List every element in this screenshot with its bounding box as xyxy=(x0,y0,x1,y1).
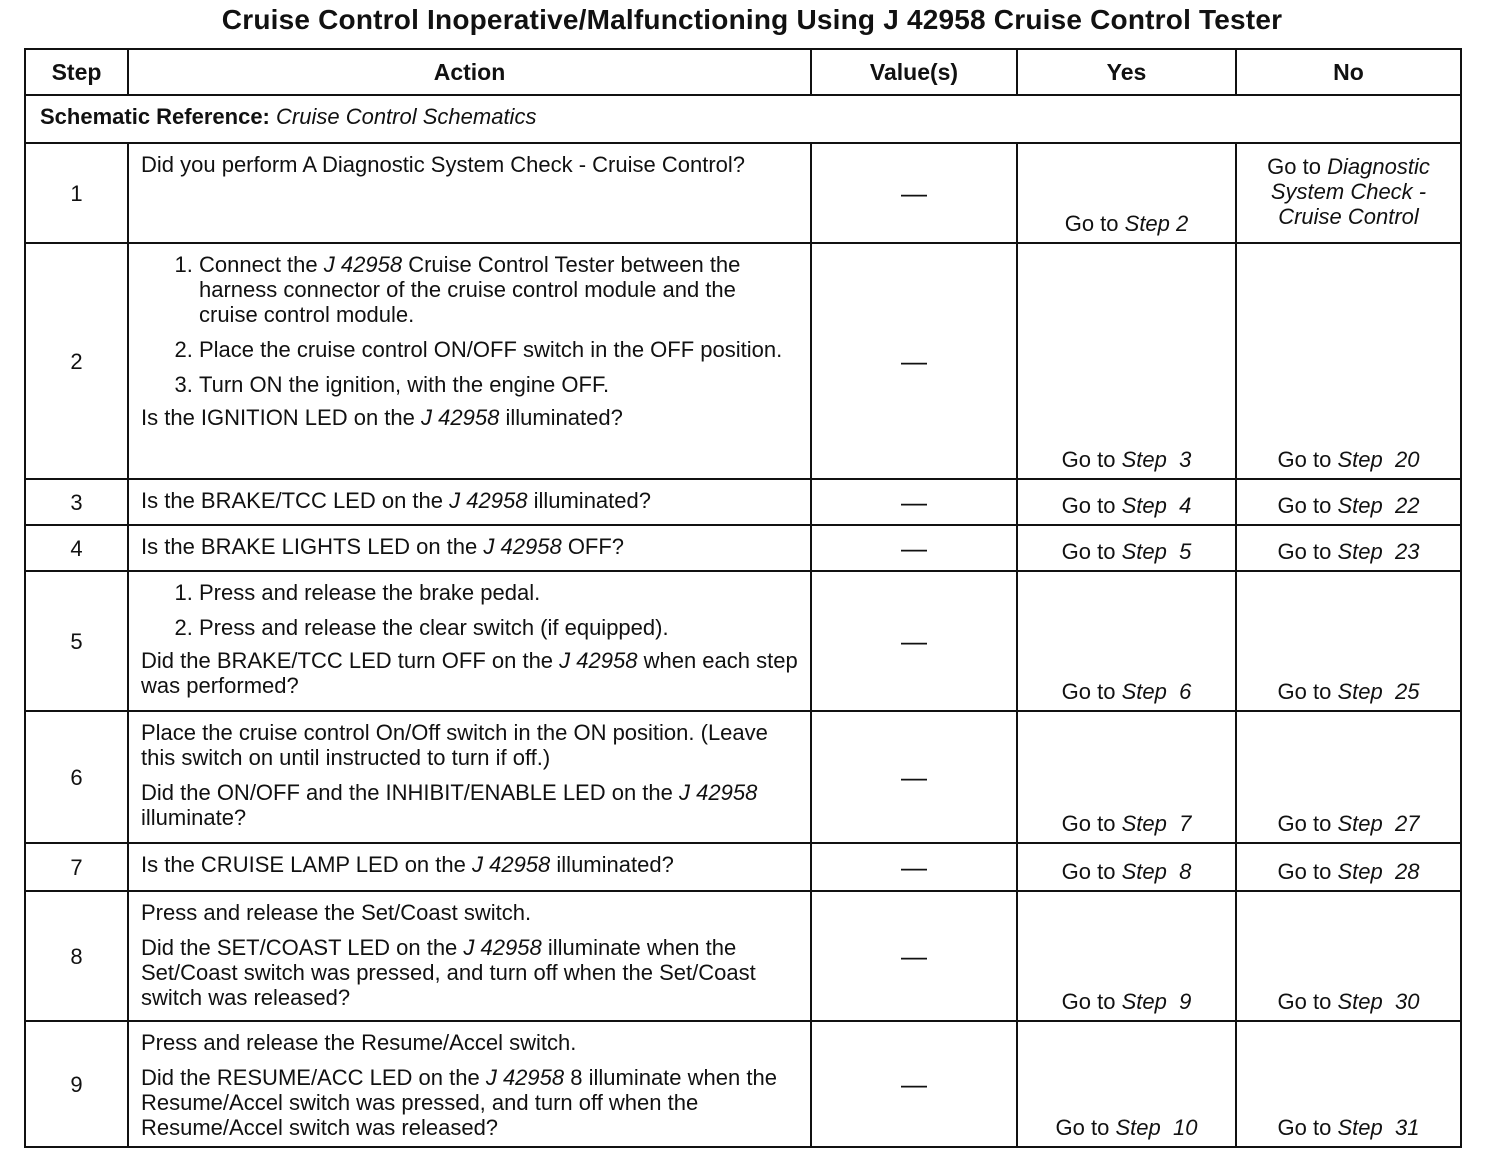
table-row xyxy=(25,1021,1461,1147)
step-link[interactable]: Step 30 xyxy=(1337,989,1420,1014)
schematic-link[interactable]: Cruise Control Schematics xyxy=(276,104,537,129)
procedure-list xyxy=(141,252,800,397)
table-row xyxy=(25,891,1461,1021)
value-cell: — xyxy=(811,891,1017,1021)
instruction-text: Press and release the Set/Coast switch. xyxy=(141,900,532,925)
instruction-text: Press and release the Resume/Accel switch. xyxy=(141,1030,577,1055)
header-yes: Yes xyxy=(1017,49,1236,95)
step-link[interactable]: Step 23 xyxy=(1337,539,1420,564)
value-cell: — xyxy=(811,243,1017,479)
value-cell: — xyxy=(811,479,1017,525)
value-cell: — xyxy=(811,143,1017,243)
step-link[interactable]: Step 4 xyxy=(1121,493,1192,518)
header-values: Value(s) xyxy=(811,49,1017,95)
yes-cell[interactable]: Go to Step 8 xyxy=(1017,843,1236,891)
goto-text: Go to xyxy=(1267,154,1321,179)
yes-cell[interactable] xyxy=(1017,143,1236,243)
table-row xyxy=(25,571,1461,711)
schematic-row xyxy=(25,95,1461,143)
yes-cell[interactable]: Go to Step 3 xyxy=(1017,243,1236,479)
action-cell xyxy=(128,711,811,843)
step-link[interactable]: Step 22 xyxy=(1337,493,1420,518)
instruction-text: Place the cruise control On/Off switch in the ON position. (Leave this switch on until instructed to turn if off.) xyxy=(141,720,768,770)
no-cell[interactable]: Go to Step 28 xyxy=(1236,843,1461,891)
no-cell[interactable]: Go to Step 20 xyxy=(1236,243,1461,479)
step-link[interactable]: Step 25 xyxy=(1337,679,1420,704)
value-cell: — xyxy=(811,571,1017,711)
step-link[interactable]: Step 27 xyxy=(1337,811,1420,836)
question-text: Did you perform A Diagnostic System Check - Cruise Control? xyxy=(141,152,746,177)
diagnostic-table xyxy=(24,48,1462,1148)
yes-cell[interactable]: Go to Step 7 xyxy=(1017,711,1236,843)
table-row xyxy=(25,479,1461,525)
action-cell xyxy=(128,843,811,891)
question-text: Did the RESUME/ACC LED on the J 42958 8 illuminate when the Resume/Accel switch was pressed, and turn off when the Resume/Accel switch was released? xyxy=(141,1065,777,1140)
step-number: 7 xyxy=(25,843,128,891)
list-item: 2. Press and release the clear switch (if equipped). xyxy=(199,615,800,640)
no-cell[interactable]: Go to Step 25 xyxy=(1236,571,1461,711)
step-link[interactable]: Step 8 xyxy=(1121,859,1192,884)
step-number: 8 xyxy=(25,891,128,1021)
header-step: Step xyxy=(25,49,128,95)
header-row xyxy=(25,49,1461,95)
step-link[interactable]: Step 7 xyxy=(1121,811,1192,836)
list-item: 1. Press and release the brake pedal. xyxy=(199,580,800,605)
value-cell: — xyxy=(811,711,1017,843)
question-text: Is the IGNITION LED on the J 42958 illuminated? xyxy=(141,405,623,430)
step-link[interactable]: Step 9 xyxy=(1121,989,1192,1014)
step-link[interactable]: Step 31 xyxy=(1337,1115,1420,1140)
schematic-reference xyxy=(25,95,1461,143)
step-number: 9 xyxy=(25,1021,128,1147)
no-cell[interactable] xyxy=(1236,143,1461,243)
value-cell: — xyxy=(811,1021,1017,1147)
no-cell[interactable]: Go to Step 27 xyxy=(1236,711,1461,843)
step-number: 5 xyxy=(25,571,128,711)
question-text: Is the BRAKE/TCC LED on the J 42958 illuminated? xyxy=(141,488,651,513)
action-cell xyxy=(128,143,811,243)
goto-text: Go to xyxy=(1064,211,1119,236)
list-item: 1. Connect the J 42958 Cruise Control Tester between the harness connector of the cruise control module and the cruise control module. xyxy=(199,252,800,327)
table-row xyxy=(25,843,1461,891)
list-item: 2. Place the cruise control ON/OFF switch in the OFF position. xyxy=(199,337,800,362)
page-title: Cruise Control Inoperative/Malfunctioning Using J 42958 Cruise Control Tester xyxy=(221,4,1283,35)
action-cell xyxy=(128,571,811,711)
value-cell: — xyxy=(811,525,1017,571)
diagnostic-link-line2[interactable]: System Check - xyxy=(1270,179,1427,204)
step-link[interactable]: Step 5 xyxy=(1121,539,1192,564)
header-no: No xyxy=(1236,49,1461,95)
schematic-label: Schematic Reference: xyxy=(40,104,270,129)
no-cell[interactable]: Go to Step 30 xyxy=(1236,891,1461,1021)
header-action: Action xyxy=(128,49,811,95)
action-cell xyxy=(128,891,811,1021)
step-number: 3 xyxy=(25,479,128,525)
table-row xyxy=(25,711,1461,843)
step-link[interactable]: Step 2 xyxy=(1124,211,1189,236)
question-text: Did the BRAKE/TCC LED turn OFF on the J 42958 when each step was performed? xyxy=(141,648,798,698)
table-row xyxy=(25,243,1461,479)
no-cell[interactable]: Go to Step 22 xyxy=(1236,479,1461,525)
yes-cell[interactable]: Go to Step 6 xyxy=(1017,571,1236,711)
question-text: Is the BRAKE LIGHTS LED on the J 42958 OFF? xyxy=(141,534,625,559)
diagnostic-link-line3[interactable]: Cruise Control xyxy=(1278,204,1419,229)
diagnostic-link[interactable]: Diagnostic xyxy=(1327,154,1430,179)
step-link[interactable]: Step 28 xyxy=(1337,859,1420,884)
procedure-list xyxy=(141,580,800,640)
question-text: Is the CRUISE LAMP LED on the J 42958 illuminated? xyxy=(141,852,674,877)
yes-cell[interactable]: Go to Step 10 xyxy=(1017,1021,1236,1147)
no-cell[interactable]: Go to Step 23 xyxy=(1236,525,1461,571)
action-cell xyxy=(128,479,811,525)
action-cell xyxy=(128,525,811,571)
yes-cell[interactable]: Go to Step 5 xyxy=(1017,525,1236,571)
no-cell[interactable]: Go to Step 31 xyxy=(1236,1021,1461,1147)
yes-cell[interactable]: Go to Step 4 xyxy=(1017,479,1236,525)
table-row xyxy=(25,525,1461,571)
question-text: Did the ON/OFF and the INHIBIT/ENABLE LED on the J 42958 illuminate? xyxy=(141,780,758,830)
step-link[interactable]: Step 20 xyxy=(1337,447,1420,472)
step-link[interactable]: Step 10 xyxy=(1115,1115,1198,1140)
action-cell xyxy=(128,1021,811,1147)
step-number: 1 xyxy=(25,143,128,243)
step-number: 6 xyxy=(25,711,128,843)
step-link[interactable]: Step 3 xyxy=(1121,447,1192,472)
list-item: 3. Turn ON the ignition, with the engine OFF. xyxy=(199,372,800,397)
table-row xyxy=(25,143,1461,243)
question-text: Did the SET/COAST LED on the J 42958 illuminate when the Set/Coast switch was pressed, and turn off when the Set/Coast switch was released? xyxy=(141,935,756,1010)
yes-cell[interactable]: Go to Step 9 xyxy=(1017,891,1236,1021)
step-number: 4 xyxy=(25,525,128,571)
step-number: 2 xyxy=(25,243,128,479)
action-cell xyxy=(128,243,811,479)
value-cell: — xyxy=(811,843,1017,891)
step-link[interactable]: Step 6 xyxy=(1121,679,1192,704)
